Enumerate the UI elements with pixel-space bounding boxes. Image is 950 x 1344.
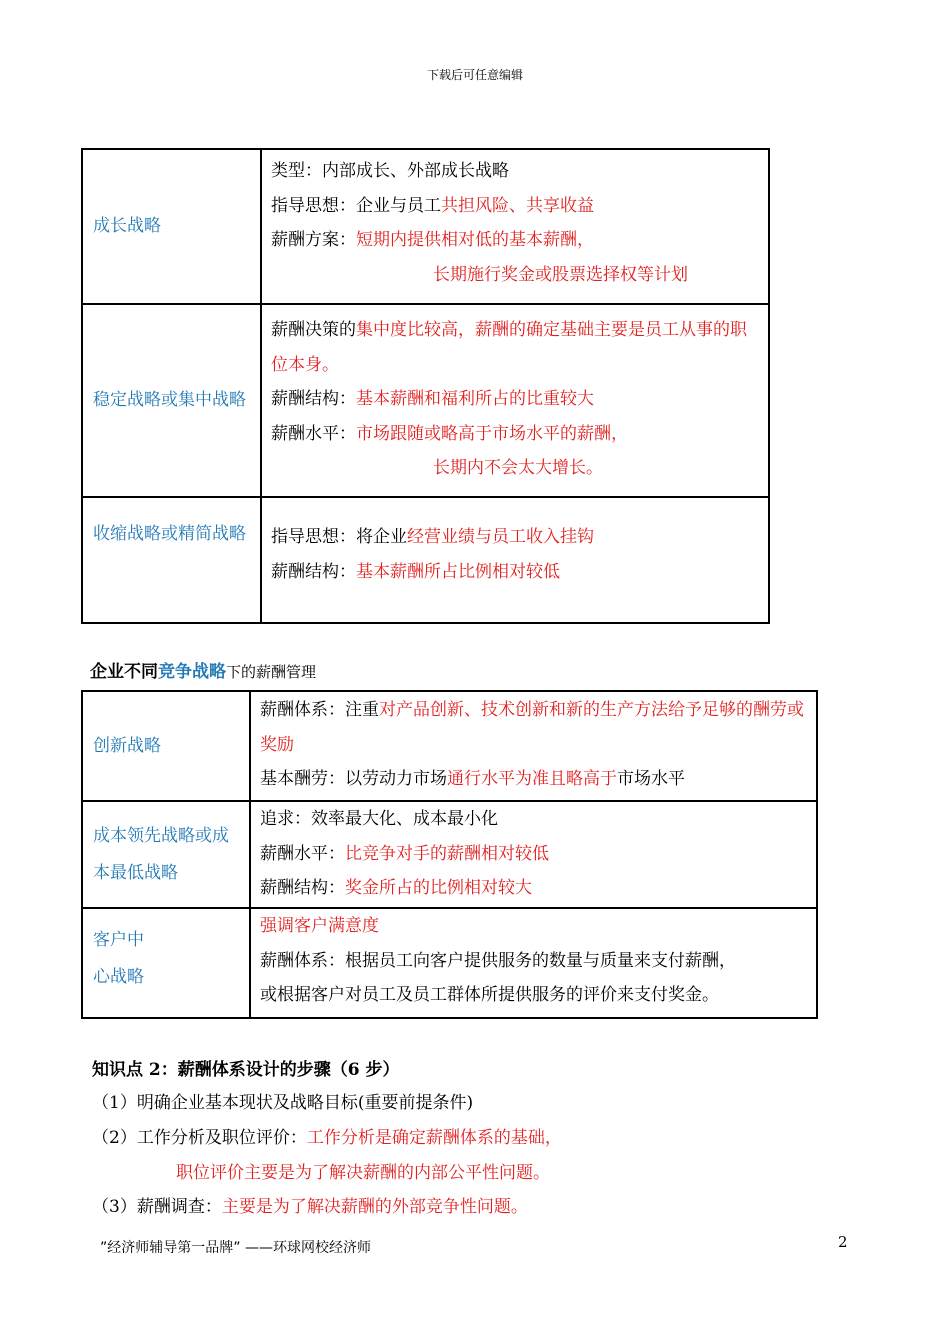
highlight-text: 奖金所占的比例相对较大 [345,878,532,898]
body-text: 薪酬水平： [271,423,356,444]
detail-line [271,313,762,382]
strategy-detail [262,498,768,589]
highlight-text: 集中度比较高，薪酬的确定基础主要是员工从事的职位本身。 [271,320,747,375]
body-text: 类型：内部成长、外部成长战略 [271,161,509,181]
body-text: 薪酬结构： [260,878,345,898]
strategy-label-cell [82,908,250,1018]
detail-line [260,802,810,837]
strategy-label-cell [82,304,261,497]
step-item [92,1088,473,1113]
body-text: （3）薪酬调查： [92,1197,222,1217]
detail-line [260,909,810,944]
strategy-detail-cell [261,497,769,623]
body-text: 薪酬体系：注重 [260,700,379,720]
detail-line [260,944,810,979]
detail-line [271,189,762,224]
table-row [82,304,769,497]
section-title [90,657,316,682]
section-title-prefix: 企业不同 [90,662,158,682]
header-note: 下载后可任意编辑 [426,68,523,82]
strategy-detail-cell [250,691,817,801]
table-row [82,691,817,801]
detail-line [271,555,762,590]
detail-line [271,258,762,293]
section-title-highlight: 竞争战略 [158,662,226,682]
detail-line [260,837,810,872]
competitive-strategy-table [81,690,818,1019]
strategy-detail-cell [261,149,769,304]
detail-line [271,382,762,417]
strategy-detail [251,802,816,906]
strategy-detail [262,150,768,292]
step-item [92,1123,562,1148]
highlight-text: 长期施行奖金或股票选择权等计划 [433,264,688,285]
strategy-label-cell [82,497,261,623]
highlight-text: 职位评价主要是为了解决薪酬的内部公平性问题。 [176,1163,550,1183]
highlight-text: 短期内提供相对低的基本薪酬， [356,230,594,250]
body-text: 薪酬水平： [260,843,345,864]
strategy-label: 创新战略 [93,735,161,756]
detail-line [260,871,810,906]
footer-brand: ”经济师辅导第一品牌” ——环球网校经济师 [100,1240,371,1256]
detail-line [260,978,810,1013]
highlight-text: 通行水平为准且略高于 [447,769,617,789]
page-number: 2 [838,1233,848,1251]
body-text: 市场水平 [617,769,685,789]
step-item [176,1158,550,1183]
detail-line [260,762,810,797]
strategy-detail [262,305,768,486]
highlight-text: 共担风险、共享收益 [441,195,594,216]
detail-line [271,520,762,555]
body-text: （2）工作分析及职位评价： [92,1128,307,1148]
strategy-detail-cell [250,908,817,1018]
strategy-label-cell [82,149,261,304]
highlight-text: 对产品创新、技术创新和新的生产方法给予足够的酬劳或奖励 [260,700,804,755]
strategy-label: 成本领先战略或成本最低战略 [93,825,229,883]
detail-line [271,154,762,189]
body-text: 薪酬决策的 [271,320,356,340]
table-row [82,801,817,908]
body-text: （1）明确企业基本现状及战略目标(重要前提条件) [92,1093,474,1113]
strategy-label: 成长战略 [93,216,161,236]
table-row [82,497,769,623]
strategy-label-cell [82,691,250,801]
highlight-text: 强调客户满意度 [260,916,379,936]
body-text: 薪酬结构： [271,561,356,582]
highlight-text: 市场跟随或略高于市场水平的薪酬， [356,423,628,444]
highlight-text: 主要是为了解决薪酬的外部竞争性问题。 [221,1197,528,1217]
body-text: 或根据客户对员工及员工群体所提供服务的评价来支付奖金。 [260,985,719,1005]
highlight-text: 基本薪酬所占比例相对较低 [356,561,560,582]
table-row [82,908,817,1018]
strategy-detail [251,909,816,1013]
body-text: 薪酬结构： [271,389,356,409]
body-text: 薪酬方案： [271,230,356,250]
body-text: 指导思想：企业与员工 [271,195,441,216]
strategy-detail-cell [261,304,769,497]
table-row [82,149,769,304]
highlight-text: 长期内不会太大增长。 [433,458,603,478]
strategy-label: 客户中心战略 [93,930,144,987]
body-text: 基本酬劳：以劳动力市场 [260,769,447,789]
body-text: 薪酬体系：根据员工向客户提供服务的数量与质量来支付薪酬， [260,950,736,971]
detail-line [271,417,762,452]
body-text: 指导思想：将企业 [271,527,407,547]
strategy-detail-cell [250,801,817,908]
highlight-text: 经营业绩与员工收入挂钩 [407,527,594,547]
section-title-suffix: 下的薪酬管理 [226,663,317,681]
detail-line [260,693,810,762]
highlight-text: 基本薪酬和福利所占的比重较大 [356,389,594,409]
detail-line [271,451,762,486]
highlight-text: 工作分析是确定薪酬体系的基础， [306,1128,562,1148]
highlight-text: 比竞争对手的薪酬相对较低 [345,843,549,864]
growth-strategy-table [81,148,770,624]
detail-line [271,223,762,258]
strategy-label-cell [82,801,250,908]
strategy-detail [251,692,816,797]
strategy-label: 收缩战略或精简战略 [93,524,246,544]
knowledge-point-title: 知识点 2：薪酬体系设计的步骤（6 步） [92,1060,400,1080]
body-text: 追求：效率最大化、成本最小化 [260,809,498,829]
strategy-label: 稳定战略或集中战略 [93,390,246,410]
step-item [92,1192,528,1217]
